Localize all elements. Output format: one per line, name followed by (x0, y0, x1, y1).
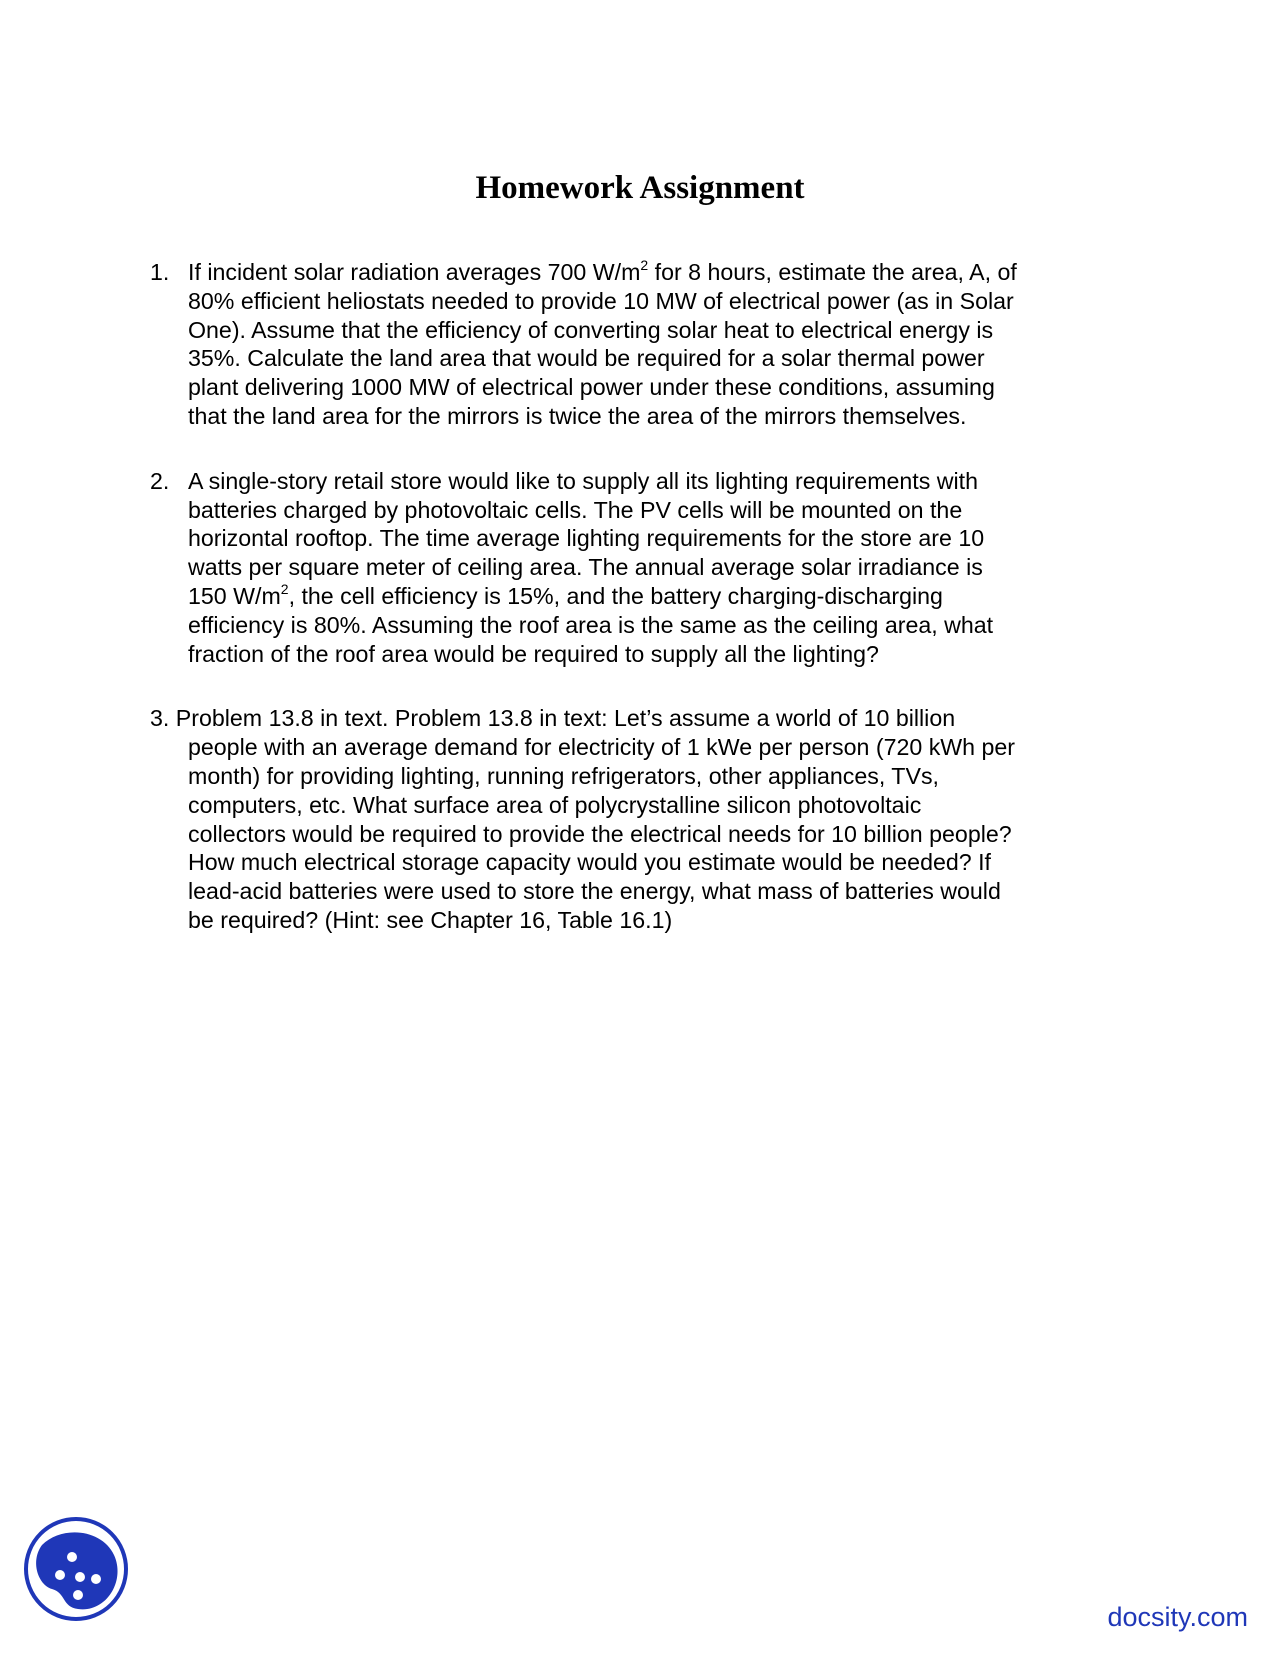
problem-2 (150, 467, 1100, 669)
text-line: lead-acid batteries were used to store the energy, what mass of batteries would (188, 878, 1001, 905)
page-title: Homework Assignment (475, 170, 805, 206)
text-line: people with an average demand for electricity of 1 kWe per person (720 kWh per (188, 734, 1016, 761)
text-line: fraction of the roof area would be required to supply all the lighting? (188, 640, 879, 667)
problem-number: 1. (150, 259, 170, 285)
text-line: 150 $W/m^2$, the cell efficiency is 15%, and the battery charging-discharging (188, 580, 943, 609)
text-line: efficiency is 80%. Assuming the roof area is the same as the ceiling area, what (188, 611, 994, 638)
text-line: A single-story retail store would like to supply all its lighting requirements with (188, 467, 979, 494)
text-line: horizontal rooftop. The time average lighting requirements for the store are 10 (188, 525, 985, 552)
problem-3 (150, 704, 1100, 934)
text-line: 80% efficient heliostats needed to provide 10 MW of electrical power (as in Solar (188, 287, 1014, 314)
problem-number: 2. (150, 467, 170, 494)
text-line: batteries charged by photovoltaic cells. The PV cells will be mounted on the (188, 496, 963, 523)
text-line: One). Assume that the efficiency of converting solar heat to electrical energy is (188, 316, 994, 343)
problem-text (188, 467, 1100, 669)
problem-1 (150, 258, 1100, 431)
text-line: 35%. Calculate the land area that would be required for a solar thermal power (188, 345, 985, 372)
problem-list (150, 258, 1100, 935)
text-line: How much electrical storage capacity would you estimate would be needed? If (188, 849, 991, 876)
problem-text (188, 258, 1100, 431)
docsity-logo-icon[interactable] (22, 1515, 130, 1623)
superscript: 2 (640, 257, 649, 273)
text-line: watts per square meter of ceiling area. The annual average solar irradiance is (188, 554, 983, 581)
text-line: be required? (Hint: see Chapter 16, Table 16.1) (188, 906, 673, 933)
text-line: month) for providing lighting, running refrigerators, other appliances, TVs, (188, 762, 939, 789)
superscript: 2 (280, 580, 289, 597)
text-line: If incident solar radiation averages 700 $W/m^2$ for 8 hours, estimate the area, A, of (188, 257, 1017, 285)
problem-text (150, 704, 1100, 934)
text-line: that the land area for the mirrors is twice the area of the mirrors themselves. (188, 402, 967, 429)
text-line: plant delivering 1000 MW of electrical power under these conditions, assuming (188, 374, 995, 401)
docsity-brand-link[interactable]: docsity.com (1107, 1602, 1248, 1632)
text-line: collectors would be required to provide the electrical needs for 10 billion people? (188, 820, 1012, 847)
text-line: computers, etc. What surface area of polycrystalline silicon photovoltaic (188, 791, 922, 818)
text-line: 3. Problem 13.8 in text. Problem 13.8 in text: Let’s assume a world of 10 billion (150, 705, 956, 732)
